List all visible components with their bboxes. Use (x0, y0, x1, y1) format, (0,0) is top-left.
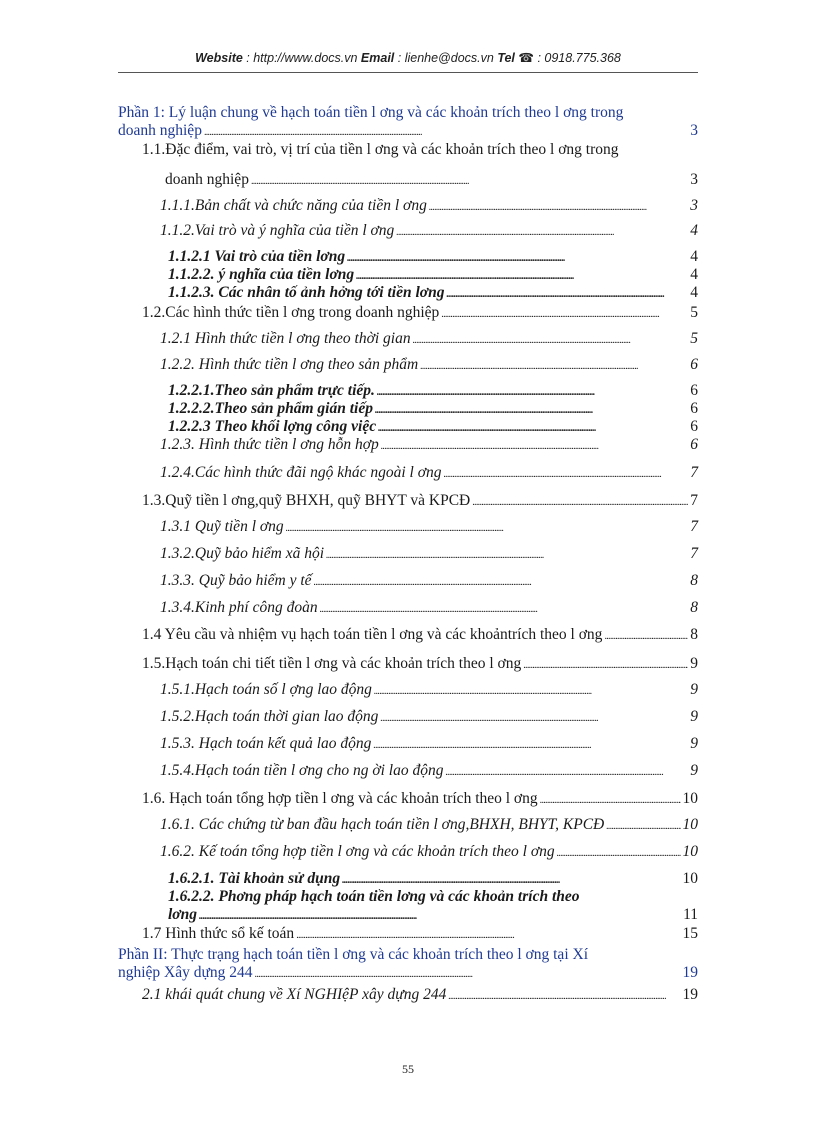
tel-label: Tel (497, 51, 515, 65)
email-value: : lienhe@docs.vn (394, 51, 498, 65)
toc-entry-text: 1.5.4.Hạch toán tiền l ơng cho ng ời lao động (160, 762, 444, 779)
toc-page-number: 6 (690, 356, 698, 373)
toc-page-number: 10 (682, 843, 698, 860)
toc-page-number: 5 (690, 304, 698, 321)
toc-page-number: 5 (690, 330, 698, 347)
toc-entry-1-2-1[interactable] (160, 330, 698, 350)
toc-entry-1-1-2-3[interactable] (168, 284, 698, 304)
toc-entry-1-1-2-1[interactable] (168, 248, 698, 268)
toc-entry-2-1[interactable] (142, 986, 698, 1006)
toc-entry-1-6-2[interactable] (160, 843, 698, 863)
toc-entry-text: 1.1.2.1 Vai trò của tiền lơng (168, 248, 346, 265)
toc-page-number: 6 (690, 382, 698, 399)
toc-entry-text: Phần II: Thực trạng hạch toán tiền l ơng và các khoản trích theo l ơng tại Xí (118, 946, 588, 963)
toc-page-number: 9 (690, 681, 698, 698)
toc-entry-1-1-2-2[interactable] (168, 266, 698, 286)
toc-page-number: 3 (690, 197, 698, 214)
toc-entry-text: 1.6.1. Các chứng từ ban đầu hạch toán tiền l ơng,BHXH, BHYT, KPCĐ (160, 816, 605, 833)
toc-entry-1-3-4[interactable] (160, 599, 698, 619)
toc-entry-part1[interactable] (118, 104, 698, 122)
toc-entry-1-1-2[interactable] (160, 222, 698, 242)
toc-entry-1-3-1[interactable] (160, 518, 698, 538)
toc-entry-1-2-2[interactable] (160, 356, 698, 376)
toc-page-number: 11 (683, 906, 698, 923)
toc-page-number: 3 (690, 122, 698, 139)
toc-page-number: 8 (690, 599, 698, 616)
toc-entry-1-6[interactable] (142, 790, 698, 810)
toc-entry-1-2-4[interactable] (160, 464, 698, 484)
toc-entry-text: 1.6.2.1. Tài khoản sử dụng (168, 870, 341, 887)
toc-page-number: 7 (690, 545, 698, 562)
toc-entry-text: 1.2.2. Hình thức tiền l ơng theo sản phẩm (160, 356, 419, 373)
toc-page-number: 3 (690, 171, 698, 188)
toc-page-number: 7 (690, 492, 698, 509)
phone-icon: ☎ (518, 51, 534, 65)
toc-page-number: 15 (682, 925, 698, 942)
toc-entry-1-3-3[interactable] (160, 572, 698, 592)
toc-entry-text: 1.3.2.Quỹ bảo hiểm xã hội (160, 545, 325, 562)
toc-entry-part2[interactable] (118, 946, 698, 964)
toc-entry-text: 1.1.2.Vai trò và ý nghĩa của tiền l ơng (160, 222, 395, 239)
toc-entry-text: 1.5.1.Hạch toán số l ợng lao động (160, 681, 372, 698)
toc-entry-1-4[interactable] (142, 626, 698, 646)
toc-page-number: 9 (690, 655, 698, 672)
toc-page-number: 9 (690, 762, 698, 779)
toc-entry-1-5-3[interactable] (160, 735, 698, 755)
toc-page-number: 19 (682, 986, 698, 1003)
toc-entry-text: 1.6. Hạch toán tổng hợp tiền l ơng và các khoản trích theo l ơng (142, 790, 538, 807)
toc-entry-text: doanh nghiệp (165, 171, 249, 188)
toc-entry-1-3[interactable] (142, 492, 698, 512)
toc-entry-1-5-2[interactable] (160, 708, 698, 728)
page-header (118, 50, 698, 65)
toc-entry-text: nghiệp Xây dựng 244 (118, 964, 253, 981)
website-value: : http://www.docs.vn (242, 51, 361, 65)
toc-entry-text: 1.6.2.2. Phơng pháp hạch toán tiền lơng và các khoản trích theo (168, 888, 580, 905)
toc-entry-text: 1.3.Quỹ tiền l ơng,quỹ BHXH, quỹ BHYT và KPCĐ (142, 492, 471, 509)
toc-page-number: 4 (690, 222, 698, 239)
toc-entry-text: 1.5.3. Hạch toán kết quả lao động (160, 735, 372, 752)
toc-entry-text: 1.4 Yêu cầu và nhiệm vụ hạch toán tiền l ơng và các khoảntrích theo l ơng (142, 626, 603, 643)
toc-entry-text: 1.2.3. Hình thức tiền l ơng hỗn hợp (160, 436, 379, 453)
toc-page-number: 19 (682, 964, 698, 981)
toc-entry-text: doanh nghiệp (118, 122, 202, 139)
toc-page-number: 4 (690, 284, 698, 301)
toc-page-number: 4 (690, 248, 698, 265)
toc-entry-text: 1.3.1 Quỹ tiền l ơng (160, 518, 284, 535)
page-number: 55 (402, 1062, 414, 1076)
toc-entry-1-6-1[interactable] (160, 816, 698, 836)
toc-page-number: 6 (690, 400, 698, 417)
toc-entry-text: 1.2.4.Các hình thức đãi ngộ khác ngoài l ơng (160, 464, 442, 481)
toc-entry-text: 1.5.Hạch toán chi tiết tiền l ơng và các khoản trích theo l ơng (142, 655, 522, 672)
toc-entry-1-7[interactable] (142, 925, 698, 945)
toc-entry-1-1[interactable] (142, 141, 698, 159)
toc-entry-part2-cont[interactable] (118, 964, 698, 984)
toc-page-number: 10 (682, 816, 698, 833)
toc-entry-1-5[interactable] (142, 655, 698, 675)
email-label: Email (360, 51, 395, 65)
toc-entry-text: 1.7 Hình thức sổ kế toán (142, 925, 295, 942)
toc-entry-1-2-3[interactable] (160, 436, 698, 456)
toc-entry-text: 1.2.2.1.Theo sản phẩm trực tiếp. (168, 382, 375, 399)
toc-entry-text: 1.1.Đặc điểm, vai trò, vị trí của tiền l ơng và các khoản trích theo l ơng trong (142, 141, 619, 158)
header-divider (118, 72, 698, 73)
toc-entry-1-6-2-1[interactable] (168, 870, 698, 890)
toc-entry-text: 2.1 khái quát chung về Xí NGHIệP xây dựng 244 (142, 986, 447, 1003)
toc-entry-1-3-2[interactable] (160, 545, 698, 565)
toc-page-number: 8 (690, 626, 698, 643)
toc-page-number: 7 (690, 464, 698, 481)
toc-entry-1-2[interactable] (142, 304, 698, 324)
toc-entry-1-6-2-2[interactable] (168, 888, 698, 906)
toc-entry-1-1-1[interactable] (160, 197, 698, 217)
toc-entry-1-6-2-2-cont[interactable] (168, 906, 698, 926)
toc-entry-text: 1.1.2.2. ý nghĩa của tiền lơng (168, 266, 355, 283)
toc-page-number: 9 (690, 708, 698, 725)
toc-page-number: 4 (690, 266, 698, 283)
tel-value: : 0918.775.368 (533, 51, 621, 65)
toc-page-number: 10 (682, 790, 698, 807)
toc-entry-text: 1.5.2.Hạch toán thời gian lao động (160, 708, 379, 725)
toc-page-number: 9 (690, 735, 698, 752)
toc-entry-text: 1.2.2.3 Theo khối lợng công việc (168, 418, 377, 435)
toc-entry-text: 1.6.2. Kế toán tổng hợp tiền l ơng và các khoản trích theo l ơng (160, 843, 555, 860)
toc-page-number: 10 (682, 870, 698, 887)
toc-entry-text: 1.1.2.3. Các nhân tố ảnh hởng tới tiền lơng (168, 284, 445, 301)
toc-page-number: 6 (690, 418, 698, 435)
toc-entry-1-2-2-1[interactable] (168, 382, 698, 402)
toc-entry-1-5-4[interactable] (160, 762, 698, 782)
toc-entry-text: 1.3.4.Kinh phí công đoàn (160, 599, 318, 616)
toc-entry-text: Phần 1: Lý luận chung về hạch toán tiền l ơng và các khoản trích theo l ơng trong (118, 104, 624, 121)
toc-entry-text: 1.1.1.Bản chất và chức năng của tiền l ơng (160, 197, 427, 214)
toc-entry-text: 1.2.2.2.Theo sản phẩm gián tiếp (168, 400, 373, 417)
toc-entry-1-5-1[interactable] (160, 681, 698, 701)
toc-entry-1-2-2-2[interactable] (168, 400, 698, 420)
toc-page-number: 7 (690, 518, 698, 535)
toc-entry-text: lơng (168, 906, 197, 923)
toc-entry-text: 1.2.Các hình thức tiền l ơng trong doanh nghiệp (142, 304, 440, 321)
toc-entry-1-1-cont[interactable] (165, 171, 698, 191)
toc-page-number: 8 (690, 572, 698, 589)
toc-page-number: 6 (690, 436, 698, 453)
toc-entry-text: 1.2.1 Hình thức tiền l ơng theo thời gian (160, 330, 411, 347)
website-label: Website (195, 51, 243, 65)
toc-entry-1-2-2-3[interactable] (168, 418, 698, 438)
toc-entry-text: 1.3.3. Quỹ bảo hiểm y tế (160, 572, 312, 589)
toc-entry-part1-cont[interactable] (118, 122, 698, 142)
